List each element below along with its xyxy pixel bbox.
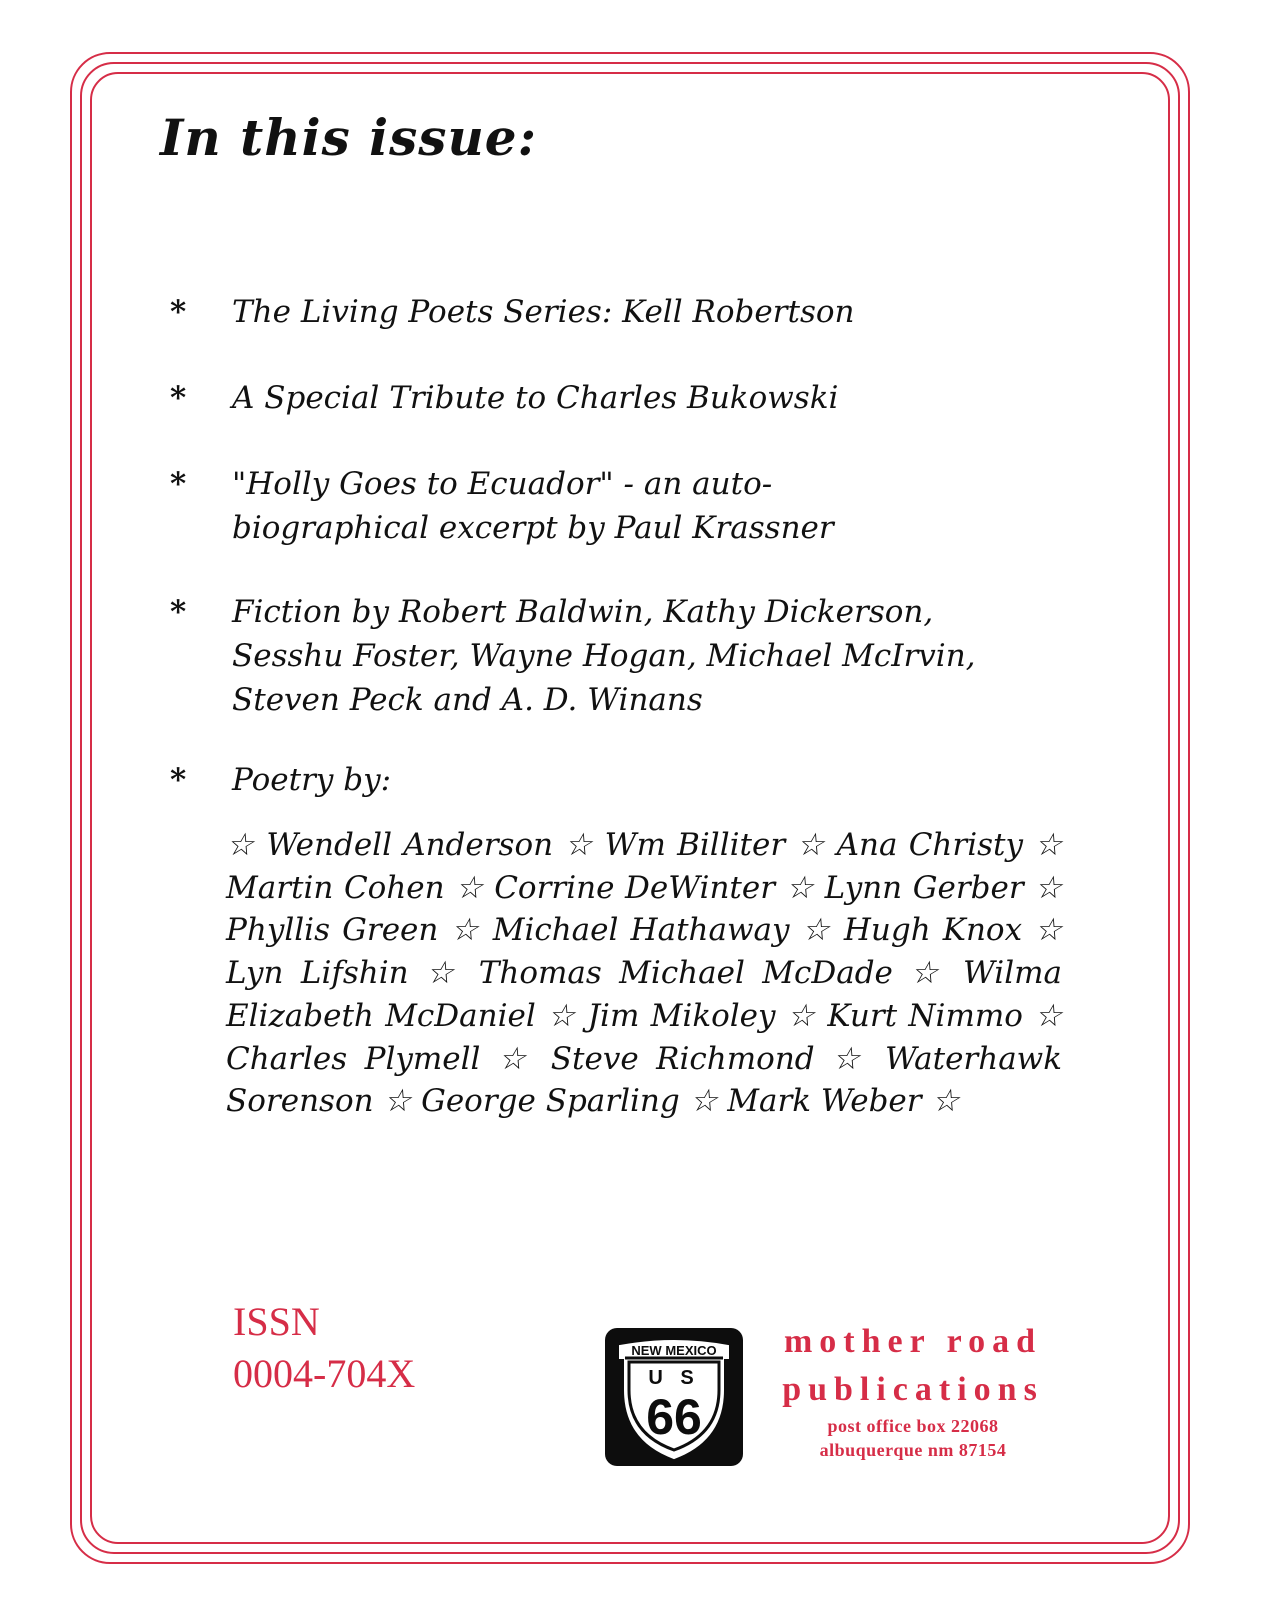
shield-us: U S <box>648 1367 700 1389</box>
bullet: * <box>170 466 187 502</box>
publisher-address-line2: albuquerque nm 87154 <box>819 1440 1007 1460</box>
publisher-name-line1: mother road <box>783 1323 1042 1360</box>
publisher-name-line2: publications <box>782 1371 1044 1408</box>
item-text: Fiction by Robert Baldwin, Kathy Dickerson, Sesshu Foster, Wayne Hogan, Michael McIrvin, Steven Peck and A. D. Winans <box>232 594 976 718</box>
item-text: The Living Poets Series: Kell Robertson <box>232 294 855 330</box>
bullet: * <box>170 294 187 330</box>
bullet: * <box>170 762 187 798</box>
issn-block <box>233 1296 415 1400</box>
list-item <box>170 758 1070 802</box>
item-text: A Special Tribute to Charles Bukowski <box>232 380 839 416</box>
route-66-shield-icon <box>605 1328 743 1466</box>
item-text: Poetry by: <box>232 762 392 798</box>
list-item <box>170 462 950 550</box>
bullet: * <box>170 594 187 630</box>
publisher-block <box>760 1318 1066 1462</box>
issn-label: ISSN <box>233 1299 320 1344</box>
poets-list: ☆ Wendell Anderson ☆ Wm Billiter ☆ Ana Christy ☆ Martin Cohen ☆ Corrine DeWinter ☆ Lynn Gerber ☆ Phyllis Green ☆ Michael Hathaway ☆ Hugh Knox ☆ Lyn Lifshin ☆ Thomas Michael McDade ☆ Wilma Elizabeth McDaniel ☆ Jim Mikoley ☆ Kurt Nimmo ☆ Charles Plymell ☆ Steve Richmond ☆ Waterhawk Sorenson ☆ George Sparling ☆ Mark Weber ☆ <box>226 827 1062 1120</box>
list-item <box>170 376 1070 420</box>
item-text: "Holly Goes to Ecuador" - an auto-biographical excerpt by Paul Krassner <box>232 466 834 546</box>
issn-number: 0004-704X <box>233 1351 416 1396</box>
shield-state: NEW MEXICO <box>631 1343 717 1358</box>
bullet: * <box>170 380 187 416</box>
publisher-address-line1: post office box 22068 <box>827 1416 999 1436</box>
shield-route: 66 <box>646 1389 702 1445</box>
list-item <box>170 590 1050 722</box>
page-title: In this issue: <box>160 108 538 167</box>
list-item <box>170 290 1070 334</box>
